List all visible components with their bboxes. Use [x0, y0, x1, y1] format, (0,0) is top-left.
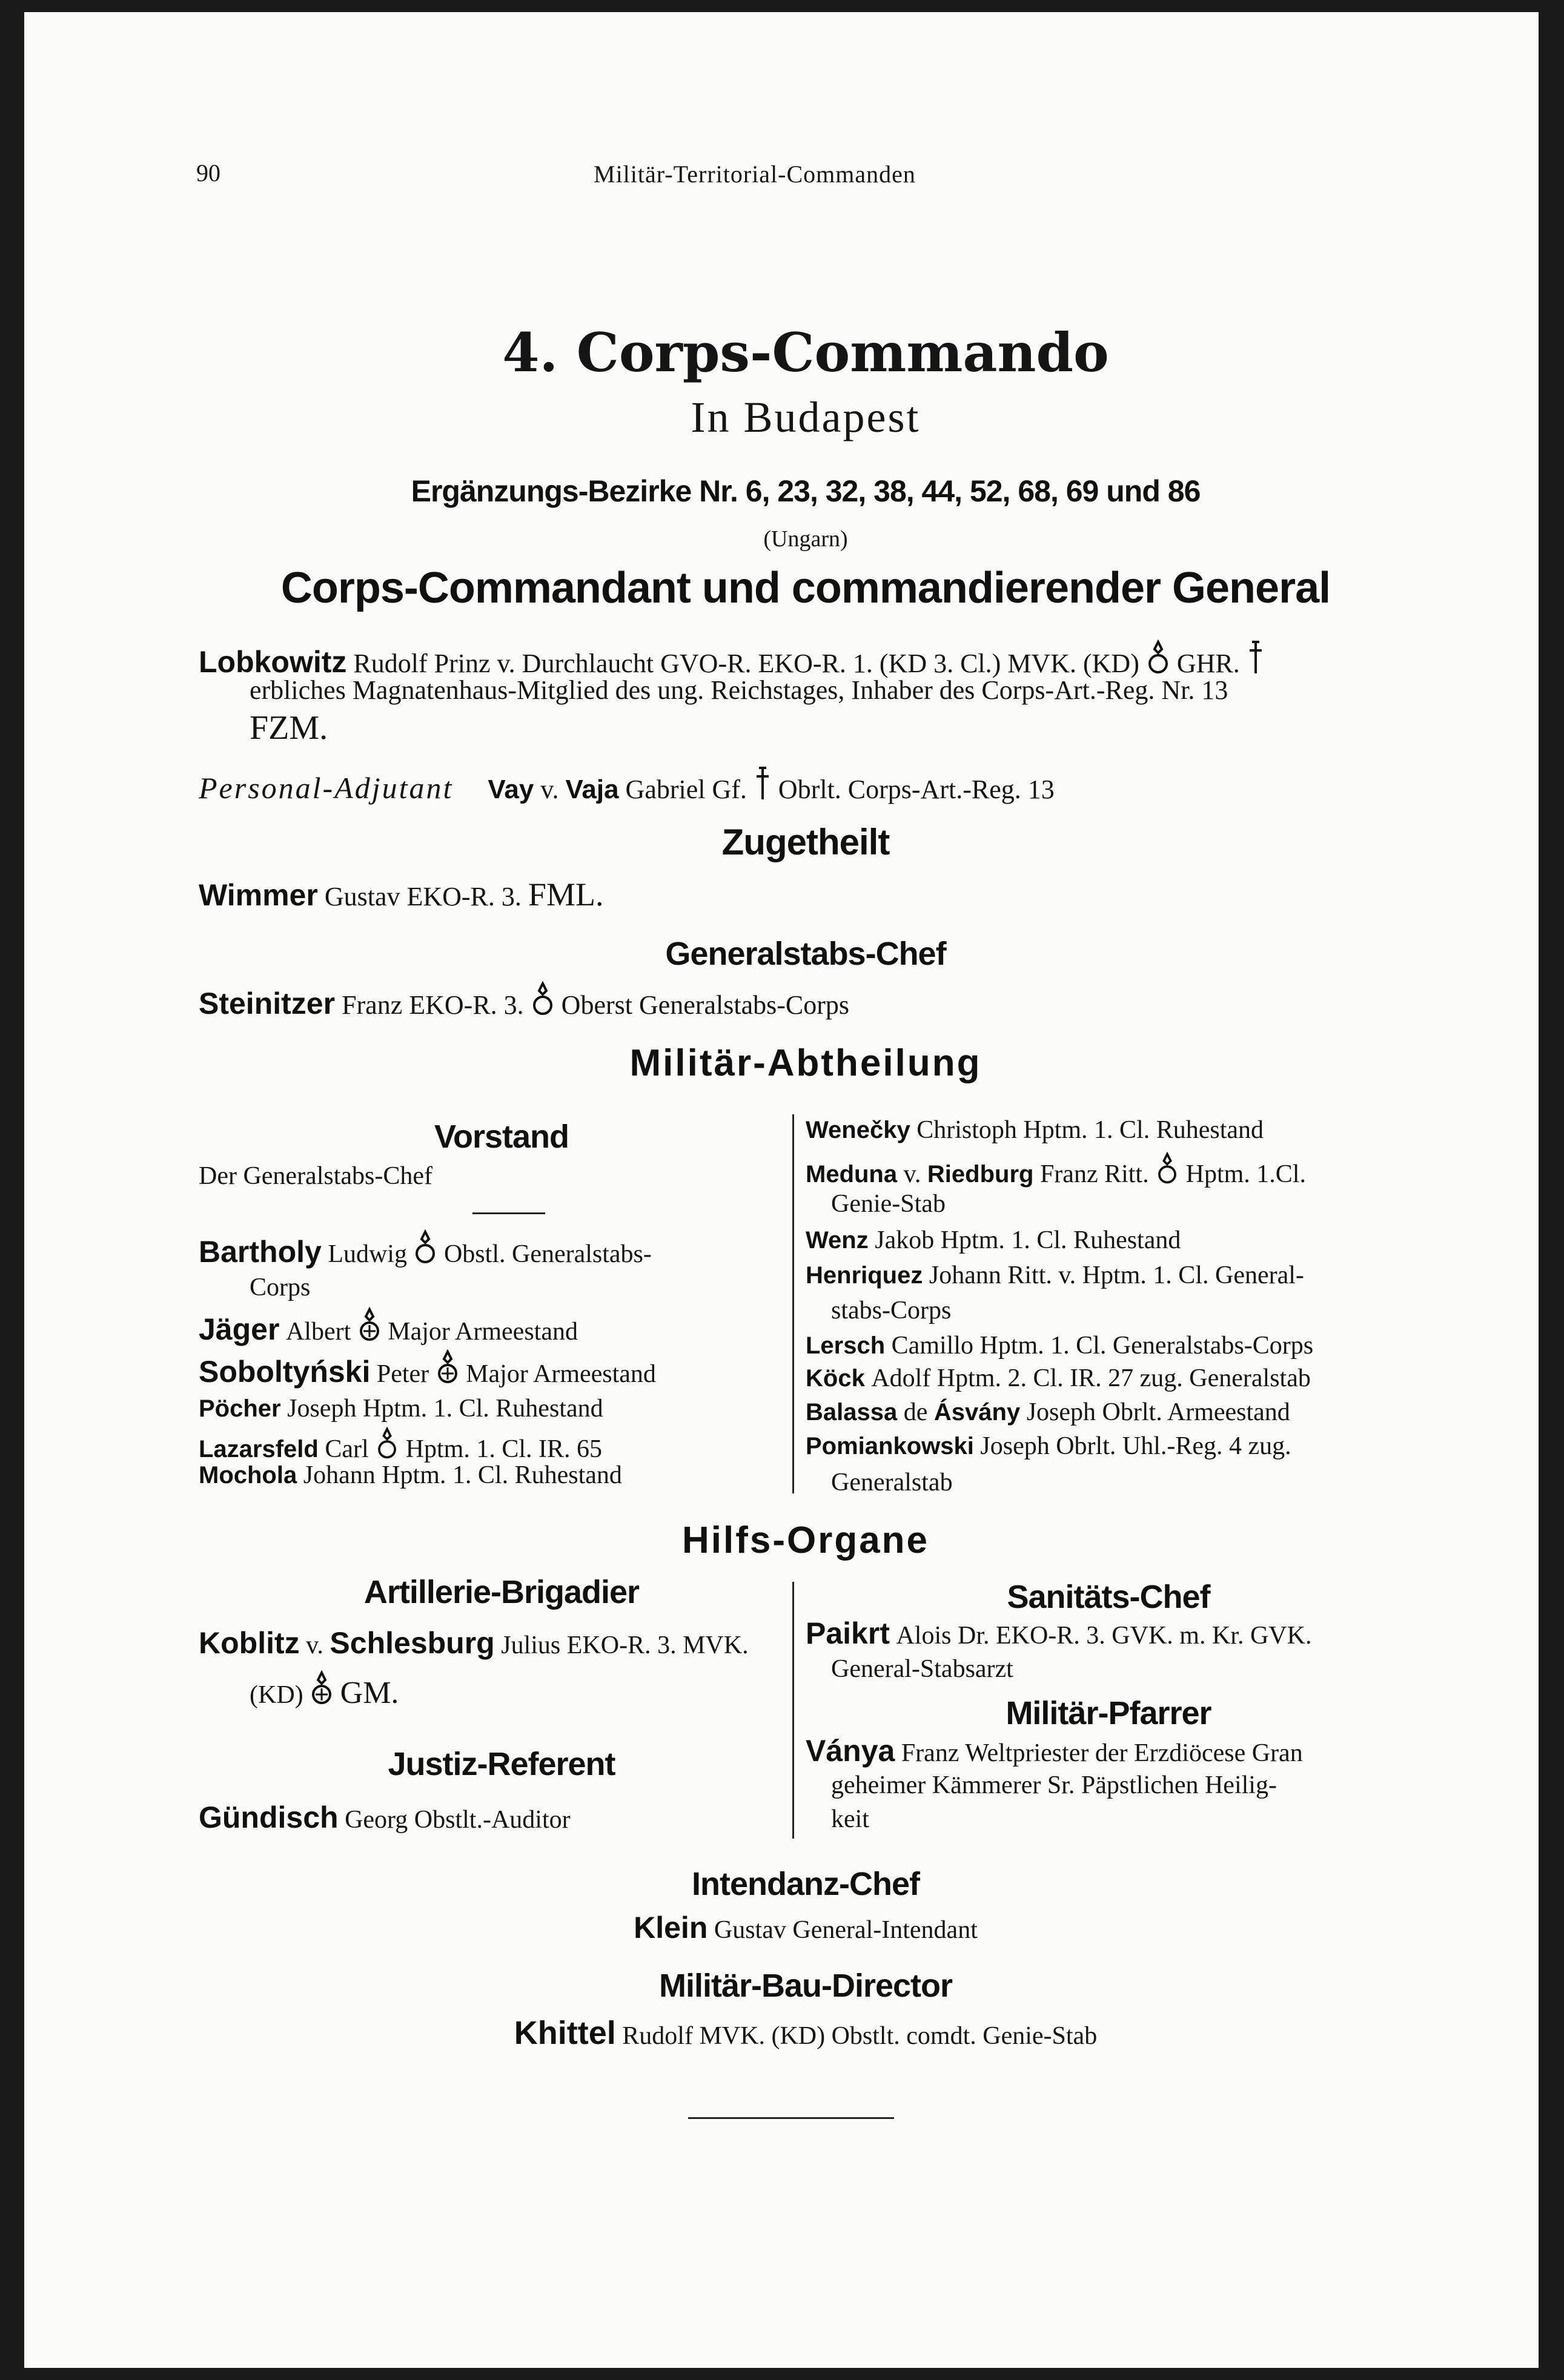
chief-of-staff-name: Steinitzer: [199, 987, 336, 1020]
adjutant-name2: Vaja: [565, 775, 619, 804]
entry-text: Joseph Obrlt. Armeestand: [1026, 1398, 1290, 1426]
entry-text: Hptm. 1. Cl. IR. 65: [405, 1435, 603, 1463]
order-cross-icon: [413, 1229, 437, 1266]
entry-name: Köck: [806, 1365, 865, 1392]
entry-text: Johann Hptm. 1. Cl. Ruhestand: [303, 1461, 622, 1489]
entry-text: Franz Weltpriester der Erzdiöcese Gran: [901, 1739, 1303, 1767]
entry-name: Wenečky: [806, 1117, 910, 1143]
list-item: [806, 1152, 1306, 1189]
entry-name: Ásvány: [933, 1399, 1021, 1426]
entry-continuation: Genie-Stab: [831, 1190, 946, 1218]
entry-continuation: keit: [831, 1805, 869, 1833]
entry-text: Obstl. Generalstabs-: [443, 1240, 652, 1268]
entry-text: Camillo Hptm. 1. Cl. Generalstabs-Corps: [891, 1332, 1314, 1360]
construction-entry: [24, 2014, 1564, 2052]
entry-continuation: General-Stabsarzt: [831, 1655, 1013, 1683]
commander-line1-end: GHR.: [1176, 649, 1240, 678]
attached-text: Gustav EKO-R. 3.: [324, 882, 522, 911]
entry-name: Soboltyński: [199, 1355, 371, 1389]
list-item: [199, 1394, 603, 1423]
entry-name: Pomiankowski: [806, 1433, 974, 1459]
entry-name: Paikrt: [806, 1616, 890, 1650]
entry-text: Albert: [285, 1318, 351, 1346]
list-item: [806, 1364, 1311, 1393]
aux-heading: Hilfs-Organe: [681, 1519, 930, 1561]
intendance-heading: Intendanz-Chef: [692, 1866, 920, 1902]
column-divider: [792, 1582, 794, 1839]
chaplain-heading: Militär-Pfarrer: [1006, 1695, 1211, 1731]
entry-text: Major Armeestand: [466, 1360, 656, 1388]
entry-text: Gustav General-Intendant: [714, 1916, 978, 1944]
attached-name: Wimmer: [199, 878, 318, 912]
construction-heading: Militär-Bau-Director: [658, 1968, 953, 2004]
entry-rank: GM.: [340, 1676, 399, 1710]
list-item: [806, 1261, 1304, 1290]
adjutant-text2: Obrlt. Corps-Art.-Reg. 13: [778, 775, 1055, 804]
list-item: [806, 1116, 1264, 1145]
end-rule: [688, 2117, 894, 2119]
adjutant-text: Gabriel Gf.: [625, 775, 747, 804]
entry-text: Franz Ritt.: [1039, 1160, 1149, 1188]
dagger-icon: [754, 765, 772, 802]
adjutant-label: Personal-Adjutant: [199, 771, 454, 805]
entry-text: v.: [306, 1631, 323, 1659]
entry-name: Mochola: [199, 1462, 297, 1489]
order-cross-icon: [531, 981, 555, 1017]
entry-text: Adolf Hptm. 2. Cl. IR. 27 zug. Generalstab: [871, 1364, 1311, 1392]
chief-of-staff-text2: Oberst Generalstabs-Corps: [561, 990, 849, 1020]
entry-text: Major Armeestand: [388, 1318, 578, 1346]
divider: [472, 1212, 545, 1214]
entry-text: Ludwig: [328, 1240, 407, 1268]
medical-heading: Sanitäts-Chef: [1007, 1579, 1210, 1615]
commander-entry: [199, 640, 1265, 679]
entry-name: Pöcher: [199, 1395, 281, 1422]
entry-name: Balassa: [806, 1399, 898, 1426]
attached-heading: Zugetheilt: [721, 822, 890, 862]
entry-text: Jakob Hptm. 1. Cl. Ruhestand: [875, 1226, 1181, 1254]
list-item: [199, 1461, 622, 1490]
artillery-heading: Artillerie-Brigadier: [363, 1574, 640, 1610]
entry-name: Wenz: [806, 1227, 869, 1254]
order-cross-icon: [375, 1427, 399, 1461]
commander-rank: FZM.: [250, 709, 328, 747]
entry-text: Hptm. 1.Cl.: [1185, 1160, 1306, 1188]
list-item: [806, 1398, 1290, 1427]
entry-name: Jäger: [199, 1312, 280, 1346]
entry-name: Riedburg: [927, 1161, 1034, 1188]
entry-text: Carl: [325, 1435, 369, 1463]
artillery-line2: [250, 1670, 399, 1711]
order-star-icon: [310, 1670, 334, 1707]
entry-continuation: Corps: [250, 1274, 311, 1301]
entry-text: Joseph Obrlt. Uhl.-Reg. 4 zug.: [980, 1432, 1291, 1460]
list-item: [806, 1331, 1313, 1360]
adjutant-name: Vay: [488, 775, 534, 804]
dagger-icon: [1247, 640, 1265, 676]
entry-text: Peter: [376, 1360, 429, 1388]
chaplain-entry: [806, 1733, 1303, 1768]
chief-of-staff-heading: Generalstabs-Chef: [665, 936, 946, 972]
entry-text: Christoph Hptm. 1. Cl. Ruhestand: [916, 1116, 1264, 1144]
entry-name: Bartholy: [199, 1235, 322, 1269]
page-number: 90: [196, 159, 220, 187]
page-title: 4. Corps-Commando: [502, 321, 1109, 384]
commander-line1: Rudolf Prinz v. Durchlaucht GVO-R. EKO-R. 1. (KD 3. Cl.) MVK. (KD): [353, 649, 1139, 678]
chief-of-staff-entry: [199, 981, 849, 1021]
entry-continuation: stabs-Corps: [831, 1297, 952, 1324]
list-item: [806, 1432, 1291, 1461]
entry-text: v.: [903, 1160, 921, 1188]
list-item: [199, 1307, 578, 1347]
list-item: [199, 1349, 656, 1389]
military-dept-heading: Militär-Abtheilung: [629, 1042, 982, 1084]
list-item: [199, 1427, 602, 1464]
medical-entry: [806, 1616, 1311, 1651]
commander-name: Lobkowitz: [199, 645, 347, 679]
entry-name: Klein: [634, 1911, 708, 1945]
entry-name: Koblitz: [199, 1626, 300, 1660]
entry-text: Julius EKO-R. 3. MVK.: [501, 1631, 749, 1659]
chief-of-staff-text: Franz EKO-R. 3.: [342, 990, 524, 1020]
list-item: [806, 1226, 1181, 1255]
entry-continuation: geheimer Kämmerer Sr. Päpstlichen Heilig-: [831, 1771, 1277, 1799]
entry-name: Lazarsfeld: [199, 1436, 319, 1463]
entry-text: Joseph Hptm. 1. Cl. Ruhestand: [287, 1395, 603, 1423]
entry-text: Alois Dr. EKO-R. 3. GVK. m. Kr. GVK.: [896, 1622, 1312, 1650]
column-divider: [792, 1114, 794, 1493]
entry-name: Lersch: [806, 1332, 886, 1359]
entry-name: Meduna: [806, 1161, 898, 1188]
attached-rank: FML.: [528, 876, 604, 913]
entry-name: Khittel: [514, 2015, 616, 2051]
adjutant-mid: v.: [540, 775, 559, 804]
entry-text: (KD): [250, 1681, 303, 1709]
entry-name: Ványa: [806, 1734, 895, 1768]
entry-continuation: Generalstab: [831, 1469, 953, 1496]
entry-name: Schlesburg: [330, 1626, 495, 1660]
artillery-entry: [199, 1625, 749, 1661]
entry-name: Henriquez: [806, 1262, 923, 1289]
location-subtitle: In Budapest: [691, 393, 921, 441]
chief-text: Der Generalstabs-Chef: [199, 1162, 432, 1190]
order-cross-icon: [1146, 640, 1170, 676]
running-title: Militär-Territorial-Commanden: [594, 160, 916, 188]
order-star-icon: [357, 1307, 382, 1343]
districts-line: Ergänzungs-Bezirke Nr. 6, 23, 32, 38, 44, 52, 68, 69 und 86: [411, 474, 1201, 508]
entry-text: de: [903, 1398, 928, 1426]
order-star-icon: [436, 1349, 460, 1386]
adjutant-entry: [199, 765, 1055, 805]
justice-entry: [199, 1800, 571, 1835]
entry-name: Gündisch: [199, 1800, 339, 1834]
intendance-entry: [24, 1910, 1564, 1945]
entry-text: Rudolf MVK. (KD) Obstlt. comdt. Genie-Stab: [622, 2022, 1098, 2050]
attached-entry: [199, 876, 603, 913]
list-item: [199, 1229, 652, 1269]
justice-heading: Justiz-Referent: [388, 1746, 615, 1782]
commander-heading: Corps-Commandant und commandierender General: [280, 564, 1331, 612]
entry-text: Johann Ritt. v. Hptm. 1. Cl. General-: [929, 1261, 1304, 1289]
order-cross-icon: [1155, 1152, 1179, 1186]
region-label: (Ungarn): [763, 526, 848, 552]
chief-heading: Vorstand: [434, 1119, 569, 1155]
commander-line2: erbliches Magnatenhaus-Mitglied des ung. Reichstages, Inhaber des Corps-Art.-Reg. Nr. 13: [250, 675, 1228, 705]
document-page: [24, 12, 1539, 2368]
entry-text: Georg Obstlt.-Auditor: [345, 1806, 571, 1834]
